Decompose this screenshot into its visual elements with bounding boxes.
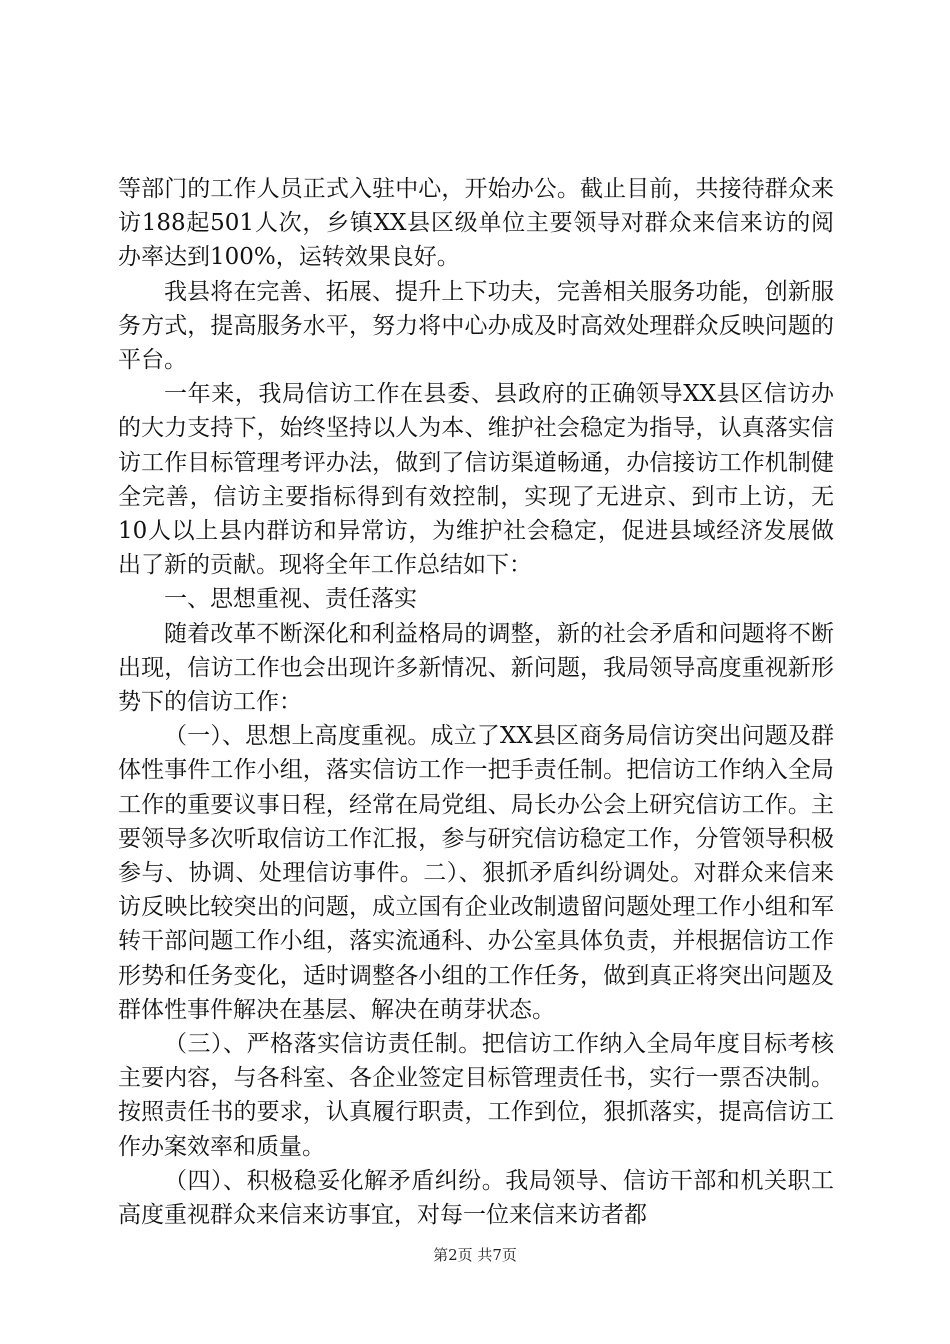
paragraph-4: 随着改革不断深化和利益格局的调整，新的社会矛盾和问题将不断出现，信访工作也会出现许多新情况、新问题，我局领导高度重视新形势下的信访工作：	[118, 620, 834, 716]
section-heading-1: 一、思想重视、责任落实	[164, 586, 417, 613]
paragraph-1: 等部门的工作人员正式入驻中心，开始办公。截止目前，共接待群众来访188起501人次，乡镇XX县区级单位主要领导对群众来信来访的阅办率达到100%，运转效果良好。	[118, 176, 834, 271]
paragraph-7: （四）、积极稳妥化解矛盾纠纷。我局领导、信访干部和机关职工高度重视群众来信来访事宜，对每一位来信来访者都	[118, 1167, 834, 1229]
paragraph-5: （一）、思想上高度重视。成立了XX县区商务局信访突出问题及群体性事件工作小组，落实信访工作一把手责任制。把信访工作纳入全局工作的重要议事日程，经常在局党组、局长办公会上研究信访工作。主要领导多次听取信访工作汇报，参与研究信访稳定工作，分管领导积极参与、协调、处理信访事件。二）、狠抓矛盾纠纷调处。对群众来信来访反映比较突出的问题，成立国有企业改制遗留问题处理工作小组和军转干部问题工作小组，落实流通科、办公室具体负责，并根据信访工作形势和任务变化，适时调整各小组的工作任务，做到真正将突出问题及群体性事件解决在基层、解决在萌芽状态。	[118, 723, 834, 1023]
paragraph-3: 一年来，我局信访工作在县委、县政府的正确领导XX县区信访办的大力支持下，始终坚持以人为本、维护社会稳定为指导，认真落实信访工作目标管理考评办法，做到了信访渠道畅通，办信接访工作机制健全完善，信访主要指标得到有效控制，实现了无进京、到市上访，无10人以上县内群访和异常访，为维护社会稳定，促进县域经济发展做出了新的贡献。现将全年工作总结如下：	[118, 381, 834, 579]
page-number-footer: 第2页 共7页	[433, 1246, 517, 1264]
document-body	[118, 172, 834, 1232]
paragraph-2: 我县将在完善、拓展、提升上下功夫，完善相关服务功能，创新服务方式，提高服务水平，努力将中心办成及时高效处理群众反映问题的平台。	[118, 278, 834, 374]
paragraph-6: （三）、严格落实信访责任制。把信访工作纳入全局年度目标考核主要内容，与各科室、各企业签定目标管理责任书，实行一票否决制。按照责任书的要求，认真履行职责，工作到位，狠抓落实，提高信访工作办案效率和质量。	[118, 1031, 834, 1160]
